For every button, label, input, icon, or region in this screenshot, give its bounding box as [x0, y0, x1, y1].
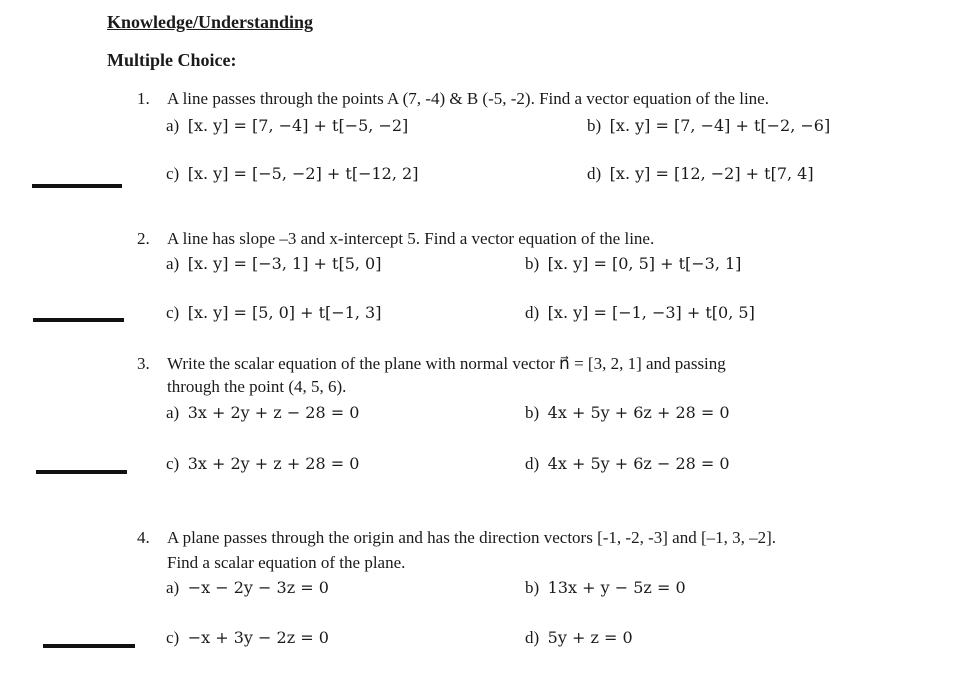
option-text: −x + 3y − 2z = 0: [187, 628, 329, 647]
question-text: A line has slope –3 and x-intercept 5. Find a vector equation of the line.: [167, 229, 655, 248]
question-1-stem: [137, 89, 769, 109]
option-text: [x. y] = [−5, −2] + t[−12, 2]: [187, 164, 419, 183]
option-text: 13x + y − 5z = 0: [547, 578, 686, 597]
option-text: [x. y] = [7, −4] + t[−2, −6]: [609, 116, 831, 135]
q2-option-c[interactable]: [166, 303, 381, 323]
option-text: 5y + z = 0: [547, 628, 633, 647]
subsection-title: Multiple Choice:: [107, 50, 237, 70]
option-label: c): [166, 303, 180, 322]
q1-option-a[interactable]: [166, 116, 408, 136]
option-label: a): [166, 254, 180, 273]
option-label: b): [587, 116, 602, 135]
q2-option-a[interactable]: [166, 254, 381, 274]
option-text: [x. y] = [7, −4] + t[−5, −2]: [187, 116, 409, 135]
option-label: c): [166, 628, 180, 647]
option-text: [x. y] = [−1, −3] + t[0, 5]: [547, 303, 755, 322]
option-label: d): [525, 628, 540, 647]
option-label: b): [525, 403, 540, 422]
q2-option-b[interactable]: [525, 254, 741, 274]
option-label: d): [525, 303, 540, 322]
option-text: [x. y] = [−3, 1] + t[5, 0]: [187, 254, 382, 273]
option-label: b): [525, 254, 540, 273]
q3-option-a[interactable]: [166, 403, 359, 423]
q3-option-b[interactable]: [525, 403, 730, 423]
option-text: −x − 2y − 3z = 0: [187, 578, 329, 597]
option-label: a): [166, 116, 180, 135]
q3-option-d[interactable]: [525, 454, 730, 474]
q1-option-d[interactable]: [587, 164, 814, 184]
answer-blank-1[interactable]: [32, 184, 122, 188]
answer-blank-2[interactable]: [33, 318, 124, 322]
option-label: a): [166, 578, 180, 597]
question-number: 4.: [137, 528, 150, 547]
question-text: Write the scalar equation of the plane with normal vector n⃗ = [3, 2, 1] and passing: [167, 354, 726, 373]
option-label: c): [166, 454, 180, 473]
option-text: 3x + 2y + z + 28 = 0: [187, 454, 360, 473]
option-text: [x. y] = [0, 5] + t[−3, 1]: [547, 254, 742, 273]
question-text: A plane passes through the origin and has the direction vectors [-1, -2, -3] and [–1, 3, –2].: [167, 528, 777, 547]
option-text: 3x + 2y + z − 28 = 0: [187, 403, 360, 422]
q4-option-c[interactable]: [166, 628, 329, 648]
question-number: 1.: [137, 89, 150, 108]
question-4-stem-line-2: Find a scalar equation of the plane.: [167, 553, 406, 572]
option-text: [x. y] = [12, −2] + t[7, 4]: [609, 164, 814, 183]
option-text: [x. y] = [5, 0] + t[−1, 3]: [187, 303, 382, 322]
q2-option-d[interactable]: [525, 303, 755, 323]
question-4-stem: [137, 528, 776, 548]
q1-option-b[interactable]: [587, 116, 830, 136]
q3-option-c[interactable]: [166, 454, 359, 474]
option-label: a): [166, 403, 180, 422]
option-text: 4x + 5y + 6z + 28 = 0: [547, 403, 730, 422]
q1-option-c[interactable]: [166, 164, 418, 184]
question-3-stem: [137, 354, 726, 374]
option-label: b): [525, 578, 540, 597]
option-text: 4x + 5y + 6z − 28 = 0: [547, 454, 730, 473]
question-number: 2.: [137, 229, 150, 248]
answer-blank-4[interactable]: [43, 644, 135, 648]
section-title: Knowledge/Understanding: [107, 12, 314, 32]
answer-blank-3[interactable]: [36, 470, 127, 474]
question-2-stem: [137, 229, 654, 249]
question-text: A line passes through the points A (7, -4) & B (-5, -2). Find a vector equation of the line.: [167, 89, 769, 108]
option-label: c): [166, 164, 180, 183]
q4-option-d[interactable]: [525, 628, 633, 648]
q4-option-b[interactable]: [525, 578, 686, 598]
question-number: 3.: [137, 354, 150, 373]
option-label: d): [587, 164, 602, 183]
question-3-stem-line-2: through the point (4, 5, 6).: [167, 377, 347, 396]
option-label: d): [525, 454, 540, 473]
q4-option-a[interactable]: [166, 578, 329, 598]
